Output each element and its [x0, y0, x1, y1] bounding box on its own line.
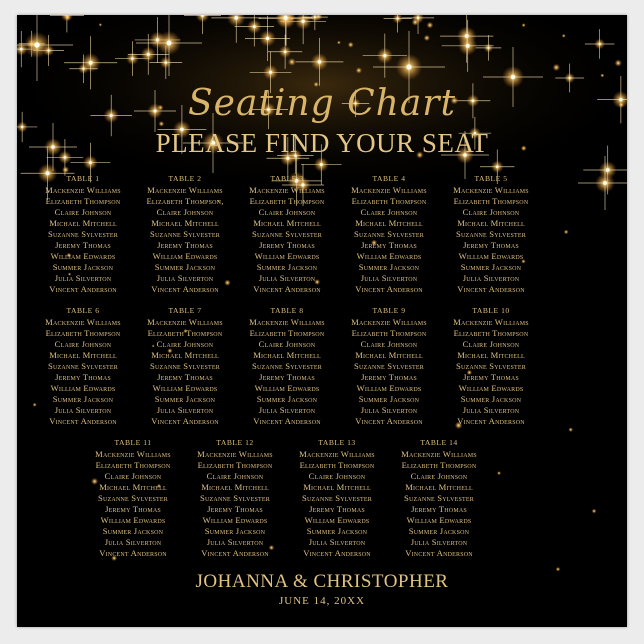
- guest-name: Vincent Anderson: [303, 548, 371, 558]
- guest-name: Summer Jackson: [256, 262, 318, 272]
- guest-name: Suzanne Sylvester: [252, 361, 322, 371]
- guest-name: Jeremy Thomas: [259, 372, 315, 382]
- guest-name: Elizabeth Thompson: [45, 196, 121, 206]
- guest-name: Jeremy Thomas: [361, 240, 417, 250]
- guest-name: Elizabeth Thompson: [197, 460, 273, 470]
- guest-name: Vincent Anderson: [99, 548, 167, 558]
- guest-name: Elizabeth Thompson: [351, 328, 427, 338]
- guest-name: Claire Johnson: [410, 471, 468, 481]
- guest-name: Mackenzie Williams: [351, 185, 427, 195]
- guest-name: Summer Jackson: [460, 262, 522, 272]
- table-1: [31, 173, 135, 295]
- guest-name: Vincent Anderson: [151, 284, 219, 294]
- guest-name: Elizabeth Thompson: [299, 460, 375, 470]
- guest-name: Julia Silverton: [54, 405, 112, 415]
- couple-names: JOHANNA & CHRISTOPHER: [195, 571, 449, 592]
- guest-name: Julia Silverton: [156, 405, 214, 415]
- guest-name: Michael Mitchell: [303, 482, 371, 492]
- guest-name: William Edwards: [304, 515, 370, 525]
- table-header: TABLE 9: [372, 306, 406, 315]
- guest-name: Julia Silverton: [258, 273, 316, 283]
- guest-name: Suzanne Sylvester: [200, 493, 270, 503]
- subtitle: PLEASE FIND YOUR SEAT: [155, 128, 489, 158]
- guest-name: William Edwards: [254, 383, 320, 393]
- guest-name: William Edwards: [50, 383, 116, 393]
- table-10: [439, 305, 543, 427]
- guest-name: Claire Johnson: [206, 471, 264, 481]
- guest-name: Claire Johnson: [462, 339, 520, 349]
- guest-name: Suzanne Sylvester: [354, 229, 424, 239]
- guest-name: Vincent Anderson: [355, 416, 423, 426]
- guest-name: Claire Johnson: [258, 339, 316, 349]
- guest-name: Summer Jackson: [460, 394, 522, 404]
- guest-name: Summer Jackson: [358, 262, 420, 272]
- guest-name: Claire Johnson: [54, 207, 112, 217]
- guest-name: Vincent Anderson: [457, 416, 525, 426]
- guest-name: Julia Silverton: [104, 537, 162, 547]
- guest-name: William Edwards: [202, 515, 268, 525]
- guest-name: Vincent Anderson: [457, 284, 525, 294]
- guest-name: William Edwards: [458, 383, 524, 393]
- guest-name: Julia Silverton: [360, 273, 418, 283]
- guest-name: Michael Mitchell: [151, 218, 219, 228]
- guest-name: Vincent Anderson: [405, 548, 473, 558]
- guest-name: Summer Jackson: [52, 262, 114, 272]
- guest-name: Julia Silverton: [308, 537, 366, 547]
- guest-name: William Edwards: [254, 251, 320, 261]
- title: Seating Chart: [188, 83, 456, 124]
- table-14: [387, 437, 491, 559]
- guest-name: Summer Jackson: [154, 262, 216, 272]
- guest-name: William Edwards: [100, 515, 166, 525]
- guest-name: Claire Johnson: [258, 207, 316, 217]
- event-date: JUNE 14, 20XX: [278, 595, 366, 607]
- guest-name: Jeremy Thomas: [463, 372, 519, 382]
- guest-name: Michael Mitchell: [457, 218, 525, 228]
- guest-name: Suzanne Sylvester: [48, 361, 118, 371]
- guest-name: William Edwards: [356, 251, 422, 261]
- guest-name: Vincent Anderson: [253, 416, 321, 426]
- guest-name: Vincent Anderson: [49, 284, 117, 294]
- table-9: [337, 305, 441, 427]
- table-header: TABLE 4: [372, 174, 406, 183]
- table-7: [133, 305, 237, 427]
- table-8: [235, 305, 339, 427]
- guest-name: Vincent Anderson: [355, 284, 423, 294]
- guest-name: Jeremy Thomas: [411, 504, 467, 514]
- table-header: TABLE 11: [114, 438, 152, 447]
- guest-name: Summer Jackson: [358, 394, 420, 404]
- table-11: [81, 437, 185, 559]
- guest-name: Michael Mitchell: [253, 218, 321, 228]
- guest-name: Elizabeth Thompson: [249, 328, 325, 338]
- guest-name: Julia Silverton: [206, 537, 264, 547]
- table-12: [183, 437, 287, 559]
- guest-name: Julia Silverton: [410, 537, 468, 547]
- guest-name: Summer Jackson: [256, 394, 318, 404]
- guest-name: Michael Mitchell: [405, 482, 473, 492]
- guest-name: Elizabeth Thompson,: [146, 196, 224, 206]
- guest-name: Claire Johnson: [54, 339, 112, 349]
- guest-name: Julia Silverton: [54, 273, 112, 283]
- guest-name: Julia Silverton: [360, 405, 418, 415]
- guest-name: Elizabeth Thompson: [401, 460, 477, 470]
- guest-name: Michael Mitchell: [457, 350, 525, 360]
- guest-name: Julia Silverton: [462, 273, 520, 283]
- table-header: TABLE 6: [66, 306, 100, 315]
- table-header: TABLE 1: [66, 174, 100, 183]
- guest-name: Elizabeth Thompson: [147, 328, 223, 338]
- table-header: TABLE 2: [168, 174, 202, 183]
- guest-name: Mackenzie Williams: [197, 449, 273, 459]
- guest-name: Elizabeth Thompson: [351, 196, 427, 206]
- guest-name: Mackenzie Williams: [147, 185, 223, 195]
- guest-name: Michael Mitchell: [99, 482, 167, 492]
- guest-name: Jeremy Thomas: [157, 240, 213, 250]
- guest-name: Mackenzie Williams: [147, 317, 223, 327]
- guest-name: Suzanne Sylvester: [404, 493, 474, 503]
- guest-name: Jeremy Thomas: [361, 372, 417, 382]
- guest-name: Suzanne Sylvester: [456, 361, 526, 371]
- guest-name: Summer Jackson: [52, 394, 114, 404]
- seating-chart-poster: [17, 15, 627, 627]
- guest-name: Michael Mitchell: [201, 482, 269, 492]
- guest-name: Vincent Anderson: [201, 548, 269, 558]
- guest-name: Elizabeth Thompson: [95, 460, 171, 470]
- table-header: TABLE 3: [270, 174, 304, 183]
- guest-name: Claire Johnson: [462, 207, 520, 217]
- guest-name: Jeremy Thomas: [309, 504, 365, 514]
- guest-name: Mackenzie Williams: [401, 449, 477, 459]
- guest-name: Suzanne Sylvester: [150, 361, 220, 371]
- table-header: TABLE 14: [420, 438, 458, 447]
- guest-name: Suzanne Sylvester: [48, 229, 118, 239]
- guest-name: Claire Johnson: [156, 207, 214, 217]
- guest-name: Mackenzie Williams: [351, 317, 427, 327]
- guest-name: Mackenzie Williams: [299, 449, 375, 459]
- guest-name: Jeremy Thomas: [157, 372, 213, 382]
- guest-name: Michael Mitchell: [49, 350, 117, 360]
- table-13: [285, 437, 389, 559]
- guest-name: Mackenzie Williams: [249, 185, 325, 195]
- guest-name: Elizabeth Thompson: [45, 328, 121, 338]
- guest-name: Claire Johnson: [104, 471, 162, 481]
- guest-name: Jeremy Thomas: [463, 240, 519, 250]
- guest-name: Julia Silverton: [258, 405, 316, 415]
- guest-name: William Edwards: [152, 251, 218, 261]
- guest-name: Suzanne Sylvester: [456, 229, 526, 239]
- guest-name: Summer Jackson: [102, 526, 164, 536]
- table-header: TABLE 8: [270, 306, 304, 315]
- guest-name: Suzanne Sylvester: [150, 229, 220, 239]
- table-6: [31, 305, 135, 427]
- guest-name: Mackenzie Williams: [45, 185, 121, 195]
- guest-name: Julia Silverton: [462, 405, 520, 415]
- guest-name: Summer Jackson: [408, 526, 470, 536]
- guest-name: Jeremy Thomas: [55, 372, 111, 382]
- guest-name: William Edwards: [50, 251, 116, 261]
- guest-name: Jeremy Thomas: [259, 240, 315, 250]
- guest-name: Claire Johnson: [360, 339, 418, 349]
- guest-name: William Edwards: [458, 251, 524, 261]
- guest-name: Vincent Anderson: [151, 416, 219, 426]
- table-header: TABLE 12: [216, 438, 254, 447]
- guest-name: Suzanne Sylvester: [252, 229, 322, 239]
- guest-name: Summer Jackson: [204, 526, 266, 536]
- guest-name: Mackenzie Williams: [95, 449, 171, 459]
- table-header: TABLE 10: [472, 306, 510, 315]
- guest-name: Michael Mitchell: [355, 218, 423, 228]
- guest-name: Elizabeth Thompson: [453, 196, 529, 206]
- guest-name: Michael Mitchell: [49, 218, 117, 228]
- guest-name: Summer Jackson: [306, 526, 368, 536]
- table-2: [133, 173, 237, 295]
- guest-name: Mackenzie Williams: [249, 317, 325, 327]
- guest-name: Julia Silverton: [156, 273, 214, 283]
- table-4: [337, 173, 441, 295]
- guest-name: William Edwards: [356, 383, 422, 393]
- guest-name: Claire Johnson: [156, 339, 214, 349]
- guest-name: Mackenzie Williams: [45, 317, 121, 327]
- guest-name: Michael Mitchell: [253, 350, 321, 360]
- table-3: [235, 173, 339, 295]
- table-header: TABLE 13: [318, 438, 356, 447]
- table-header: TABLE 5: [474, 174, 508, 183]
- table-header: TABLE 7: [168, 306, 202, 315]
- guest-name: Jeremy Thomas: [55, 240, 111, 250]
- guest-name: William Edwards: [152, 383, 218, 393]
- guest-name: William Edwards: [406, 515, 472, 525]
- guest-name: Jeremy Thomas: [207, 504, 263, 514]
- guest-name: Suzanne Sylvester: [354, 361, 424, 371]
- guest-name: Jeremy Thomas: [105, 504, 161, 514]
- guest-name: Summer Jackson: [154, 394, 216, 404]
- guest-name: Suzanne Sylvester: [98, 493, 168, 503]
- guest-name: Suzanne Sylvester: [302, 493, 372, 503]
- guest-name: Michael Mitchell: [355, 350, 423, 360]
- guest-name: Michael Mitchell: [151, 350, 219, 360]
- guest-name: Elizabeth Thompson: [453, 328, 529, 338]
- guest-name: Mackenzie Williams: [453, 185, 529, 195]
- guest-name: Claire Johnson: [360, 207, 418, 217]
- guest-name: Mackenzie Williams: [453, 317, 529, 327]
- table-5: [439, 173, 543, 295]
- guest-name: Elizabeth Thompson: [249, 196, 325, 206]
- guest-name: Claire Johnson: [308, 471, 366, 481]
- guest-name: Vincent Anderson: [253, 284, 321, 294]
- guest-name: Vincent Anderson: [49, 416, 117, 426]
